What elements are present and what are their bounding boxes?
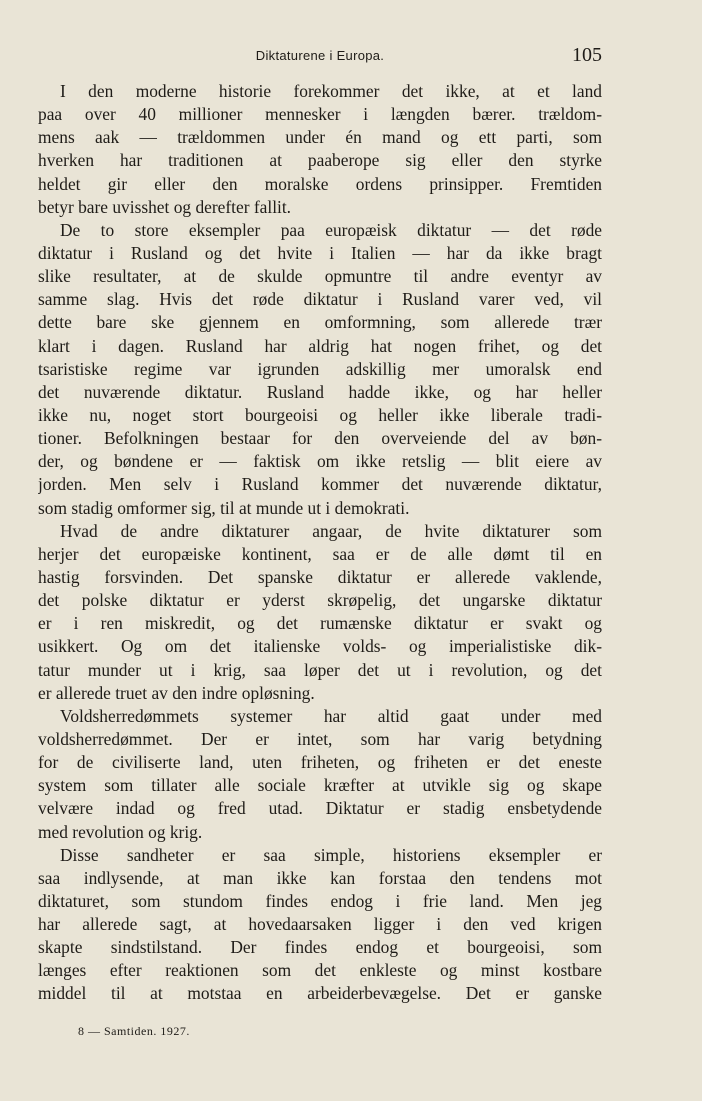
text-line: tatur munder ut i krig, saa løper det ut i revolution, og det [38, 659, 602, 680]
text-line: middel til at motstaa en arbeiderbevægelse. Det er ganske [38, 983, 602, 1004]
text-line: hastig forsvinden. Det spanske diktatur er allerede vaklende, [38, 566, 602, 587]
text-line: De to store eksempler paa europæisk diktatur — det røde [60, 219, 602, 240]
text-line: er allerede truet av den indre opløsning. [38, 682, 315, 703]
text-line: system som tillater alle sociale kræfter at utvikle sig og skape [38, 775, 602, 796]
text-line: der, og bøndene er — faktisk om ikke retslig — blit eiere av [38, 451, 602, 472]
text-line: ikke nu, noget stort bourgeoisi og heller ikke liberale tradi- [38, 404, 602, 425]
text-line: Voldsherredømmets systemer har altid gaat under med [60, 705, 602, 726]
text-line: saa indlysende, at man ikke kan forstaa den tendens mot [38, 867, 602, 888]
text-line: tioner. Befolkningen bestaar for den overveiende del av bøn- [38, 428, 602, 449]
text-line: herjer det europæiske kontinent, saa er de alle dømt til en [38, 543, 602, 564]
text-line: klart i dagen. Rusland har aldrig hat nogen frihet, og det [38, 335, 602, 356]
text-line: mens aak — trældommen under én mand og ett parti, som [38, 127, 602, 148]
text-line: slike resultater, at de skulde opmuntre til andre eventyr av [38, 266, 602, 287]
text-line: Disse sandheter er saa simple, historiens eksempler er [60, 844, 602, 865]
text-line: paa over 40 millioner mennesker i længden bærer. trældom- [38, 104, 602, 125]
running-head [38, 44, 602, 68]
text-line: diktatur i Rusland og det hvite i Italien — har da ikke bragt [38, 242, 602, 263]
signature-mark: 8 — Samtiden. 1927. [78, 1024, 190, 1038]
text-line: som stadig omformer sig, til at munde ut i demokrati. [38, 497, 410, 518]
text-line: dette bare ske gjennem en omformning, som allerede trær [38, 312, 602, 333]
text-line: Hvad de andre diktaturer angaar, de hvite diktaturer som [60, 520, 602, 541]
text-line: I den moderne historie forekommer det ikke, at et land [60, 81, 602, 101]
text-line: diktaturet, som stundom findes endog i frie land. Men jeg [38, 890, 602, 911]
text-line: skapte sindstilstand. Der findes endog et bourgeoisi, som [38, 937, 602, 958]
running-title: Diktaturene i Europa. [255, 48, 385, 63]
text-line: med revolution og krig. [38, 821, 203, 842]
text-line: det nuværende diktatur. Rusland hadde ikke, og har heller [38, 381, 602, 402]
text-line: voldsherredømmet. Der er intet, som har varig betydning [38, 728, 602, 749]
page-number: 105 [572, 44, 602, 66]
text-line: heldet gir eller den moralske ordens prinsipper. Fremtiden [38, 173, 602, 194]
text-line: det polske diktatur er yderst skrøpelig, det ungarske diktatur [38, 590, 602, 611]
text-line: hverken har traditionen at paaberope sig eller den styrke [38, 150, 602, 171]
body-text [38, 80, 602, 1006]
text-line: jorden. Men selv i Rusland kommer det nuværende diktatur, [38, 474, 602, 495]
text-line: for de civiliserte land, uten friheten, og friheten er det eneste [38, 752, 602, 773]
text-line: er i ren miskredit, og det rumænske diktatur er svakt og [38, 613, 602, 634]
text-line: har allerede sagt, at hovedaarsaken ligger i den ved krigen [38, 914, 602, 935]
text-line: tsaristiske regime var igrunden adskillig mer umoralsk end [38, 358, 602, 379]
text-line: velvære indad og fred utad. Diktatur er stadig ensbetydende [38, 798, 602, 819]
text-line: længes efter reaktionen som det enkleste og minst kostbare [38, 960, 602, 981]
text-line: betyr bare uvisshet og derefter fallit. [38, 196, 292, 217]
text-line: samme slag. Hvis det røde diktatur i Rusland varer ved, vil [38, 289, 602, 310]
text-line: usikkert. Og om det italienske volds- og imperialistiske dik- [38, 636, 602, 657]
